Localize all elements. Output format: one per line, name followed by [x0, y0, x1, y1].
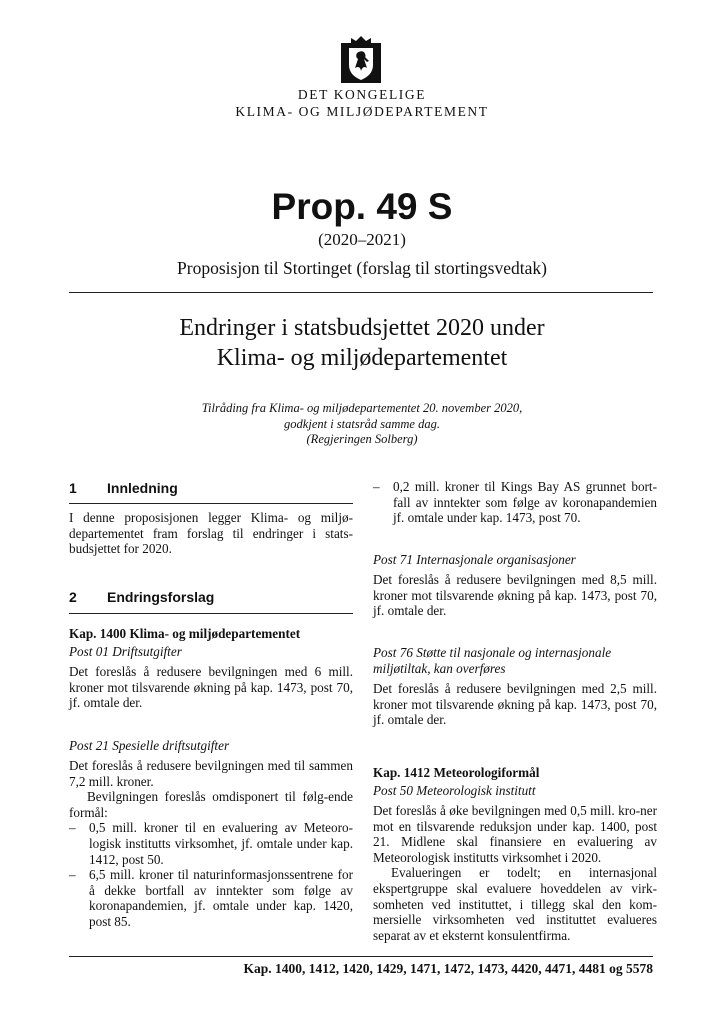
tilrading-line-2: godkjent i statsråd samme dag.: [284, 417, 440, 431]
post-21-text-continued: Bevilgningen foreslås omdisponert til følg-ende formål:: [69, 789, 353, 820]
post-21-text: Det foreslås å redusere bevilgningen med til sammen 7,2 mill. kroner.: [69, 758, 353, 789]
list-item-text: 0,5 mill. kroner til en evaluering av Meteoro-logisk institutts virksomhet, jf. omtale under kap. 1412, post 50.: [89, 820, 353, 867]
list-item-text: 6,5 mill. kroner til naturinformasjonssentrene for å dekke bortfall av inntekter som følge av koronapandemien, jf. omtale under kap. 1420, post 85.: [89, 867, 353, 929]
document-heading-line-2: Klima- og miljødepartementet: [216, 345, 508, 371]
list-item: [69, 820, 353, 867]
right-list: [373, 479, 657, 526]
dash-marker: –: [373, 479, 380, 494]
kap-1412-heading: Kap. 1412 Meteorologiformål: [373, 765, 540, 780]
post-71-title: Post 71 Internasjonale organisasjoner: [373, 552, 576, 567]
post-21-title: Post 21 Spesielle driftsutgifter: [69, 738, 230, 753]
department-line-1: DET KONGELIGE: [297, 87, 427, 102]
section-1-rule: [69, 503, 353, 504]
post-01-text: Det foreslås å redusere bevilgningen med 6 mill. kroner mot tilsvarende økning på kap. 1473, post 70, jf. omtale der.: [69, 664, 353, 711]
department-line-2: KLIMA- OG MILJØDEPARTEMENT: [235, 104, 489, 119]
list-item: [69, 867, 353, 929]
coat-of-arms-logo: [341, 35, 381, 83]
post-50-body: [373, 803, 657, 943]
footer-divider: [69, 956, 653, 957]
post-76-text: Det foreslås å redusere bevilgningen med 2,5 mill. kroner mot tilsvarende økning på kap. 1473, post 70, jf. omtale der.: [373, 681, 657, 728]
section-number: 1: [69, 480, 77, 496]
chapter-list: Kap. 1400, 1412, 1420, 1429, 1471, 1472, 1473, 4420, 4471, 4481 og 5578: [243, 961, 653, 976]
section-number: 2: [69, 589, 77, 605]
session-years: (2020–2021): [318, 230, 406, 249]
post-71-text: Det foreslås å redusere bevilgningen med 8,5 mill. kroner mot tilsvarende økning på kap. 1473, post 70, jf. omtale der.: [373, 572, 657, 619]
post-01-title: Post 01 Driftsutgifter: [69, 644, 182, 659]
document-heading-line-1: Endringer i statsbudsjettet 2020 under: [179, 315, 545, 341]
post-50-title: Post 50 Meteorologisk institutt: [373, 783, 536, 798]
post-21-body: [69, 758, 353, 930]
post-50-text: Det foreslås å øke bevilgningen med 0,5 mill. kro-ner mot en tilsvarende reduksjon under kap. 1400, post 21. Midlene skal finansiere en evaluering av Meteorologisk institutts virksomhet i 2020.: [373, 803, 657, 865]
proposition-description: Proposisjon til Stortinget (forslag til stortingsvedtak): [177, 258, 547, 278]
section-title: Innledning: [107, 480, 178, 496]
section-2-rule: [69, 613, 353, 614]
dash-marker: –: [69, 867, 76, 883]
title-divider: [69, 292, 653, 293]
post-76-title: Post 76 Støtte til nasjonale og internasjonale miljøtiltak, kan overføres: [373, 645, 612, 676]
proposition-title: Prop. 49 S: [271, 186, 453, 227]
section-title: Endringsforslag: [107, 589, 215, 605]
tilrading-line-3: (Regjeringen Solberg): [306, 432, 418, 446]
section-2-heading: [69, 590, 353, 606]
list-item: [373, 479, 657, 526]
section-1-heading: [69, 481, 353, 497]
kap-1400-heading: Kap. 1400 Klima- og miljødepartementet: [69, 626, 301, 641]
list-item-text: 0,2 mill. kroner til Kings Bay AS grunnet bort-fall av inntekter som følge av koronapandemien jf. omtale under kap. 1473, post 70.: [393, 479, 657, 526]
section-1-text: I denne proposisjonen legger Klima- og miljø-departementet fram forslag til endringer i stats-budsjettet for 2020.: [69, 510, 353, 557]
dash-marker: –: [69, 820, 76, 836]
post-50-text-continued: Evalueringen er todelt; en internasjonal ekspertgruppe skal evaluere hoveddelen av virk-somheten ved instituttet, i tillegg skal den kom-mersielle virksomheten ved instituttet evalueres separat av et eksternt konsulentfirma.: [373, 865, 657, 943]
tilrading-line-1: Tilråding fra Klima- og miljødepartementet 20. november 2020,: [201, 401, 523, 415]
